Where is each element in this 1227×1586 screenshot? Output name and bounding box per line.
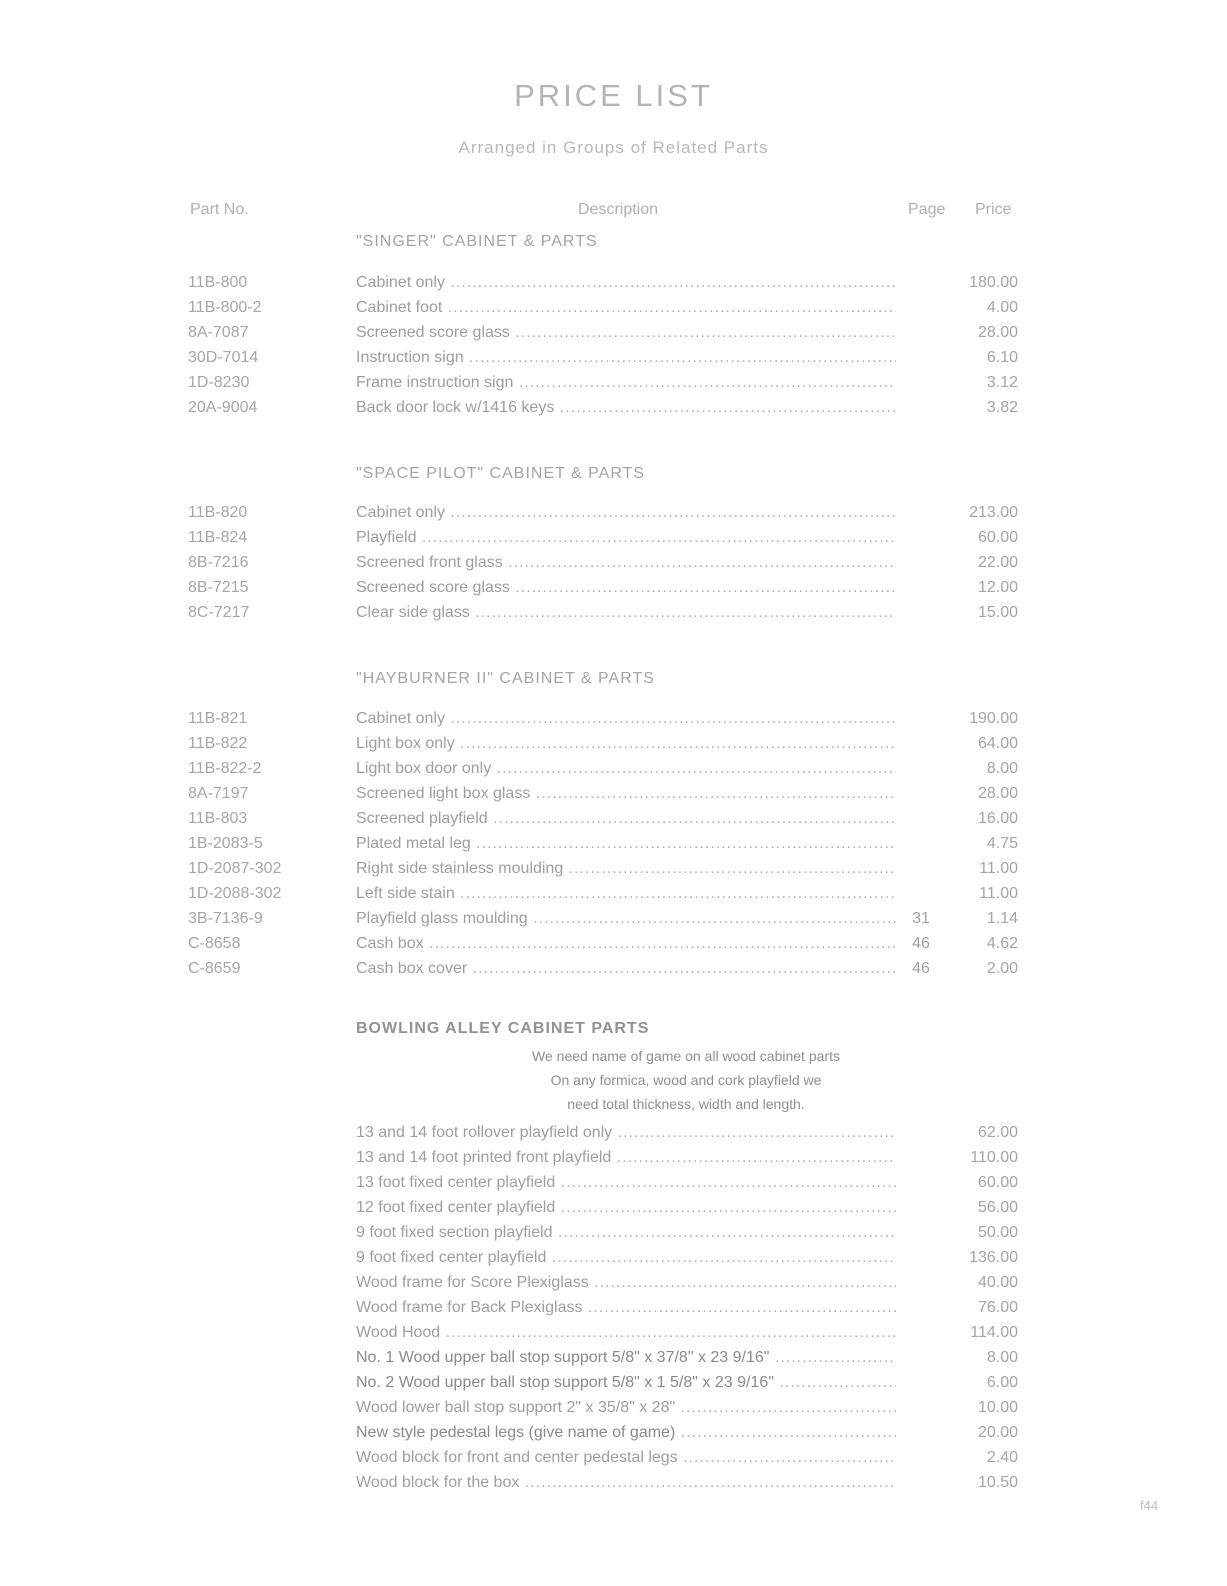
cell-price: 3.82: [986, 399, 1018, 416]
cell-description: 13 and 14 foot printed front playfield .....: [356, 1145, 896, 1170]
cell-part-number: 11B-821: [188, 710, 248, 727]
cell-price: 50.00: [977, 1224, 1018, 1241]
cell-price: 76.00: [977, 1299, 1018, 1316]
cell-description: Plated metal leg .....: [356, 831, 896, 856]
cell-description: Wood block for front and center pedestal legs .....: [356, 1445, 896, 1470]
table-row: [0, 1270, 1227, 1295]
table-row: [0, 781, 1227, 806]
section-note-line: On any formica, wood and cork playfield we: [550, 1072, 822, 1088]
table-row: [0, 550, 1227, 575]
table-row: [0, 600, 1227, 625]
column-header-page: Page: [908, 201, 946, 218]
cell-description: Screened playfield .....: [356, 806, 896, 831]
price-table: [0, 500, 1227, 625]
cell-description: New style pedestal legs (give name of game) .....: [356, 1420, 896, 1445]
cell-price: 4.00: [986, 299, 1018, 316]
table-row: [0, 856, 1227, 881]
cell-description: Clear side glass .....: [356, 600, 896, 625]
cell-part-number: 8B-7215: [188, 579, 249, 596]
cell-part-number: 8B-7216: [188, 554, 249, 571]
cell-description: Cash box .....: [356, 931, 896, 956]
cell-part-number: 3B-7136-9: [188, 910, 263, 927]
cell-part-number: 11B-800-2: [188, 299, 262, 316]
page-title: PRICE LIST: [514, 78, 713, 113]
table-row: [0, 1370, 1227, 1395]
cell-part-number: 11B-822-2: [188, 760, 262, 777]
table-row: [0, 806, 1227, 831]
table-row: [0, 1120, 1227, 1145]
cell-price: 60.00: [977, 1174, 1018, 1191]
cell-part-number: 1D-8230: [188, 374, 250, 391]
section-title: "SINGER" CABINET & PARTS: [356, 233, 598, 250]
table-row: [0, 500, 1227, 525]
section-note: [0, 1044, 1227, 1116]
cell-description: Wood lower ball stop support 2" x 35/8" x 28" .....: [356, 1395, 896, 1420]
cell-description: Wood block for the box .....: [356, 1470, 896, 1495]
cell-price: 2.00: [986, 960, 1018, 977]
table-row: [0, 1420, 1227, 1445]
cell-description: 9 foot fixed center playfield .....: [356, 1245, 896, 1270]
cell-price: 8.00: [986, 760, 1018, 777]
cell-description: Back door lock w/1416 keys .....: [356, 395, 896, 420]
table-row: [0, 295, 1227, 320]
cell-price: 10.50: [977, 1474, 1018, 1491]
table-row: [0, 575, 1227, 600]
cell-part-number: 8C-7217: [188, 604, 250, 621]
table-row: [0, 1470, 1227, 1495]
cell-description: Cabinet only .....: [356, 500, 896, 525]
table-row: [0, 1145, 1227, 1170]
section-title: "HAYBURNER II" CABINET & PARTS: [356, 670, 655, 687]
table-row: [0, 931, 1227, 956]
cell-price: 110.00: [970, 1149, 1018, 1166]
table-row: [0, 1345, 1227, 1370]
cell-description: Wood Hood .....: [356, 1320, 896, 1345]
cell-part-number: 8A-7197: [188, 785, 249, 802]
price-table: [0, 270, 1227, 420]
cell-price: 11.00: [979, 860, 1018, 877]
cell-description: 13 and 14 foot rollover playfield only .....: [356, 1120, 896, 1145]
cell-part-number: 1D-2088-302: [188, 885, 282, 902]
cell-description: Light box only .....: [356, 731, 896, 756]
cell-price: 136.00: [969, 1249, 1018, 1266]
cell-price: 20.00: [977, 1424, 1018, 1441]
cell-description: Wood frame for Score Plexiglass .....: [356, 1270, 896, 1295]
section-title: BOWLING ALLEY CABINET PARTS: [356, 1020, 650, 1037]
cell-price: 56.00: [977, 1199, 1018, 1216]
table-row: [0, 956, 1227, 981]
cell-page-number: 46: [912, 960, 930, 977]
column-header-part: Part No.: [190, 201, 249, 218]
cell-description: Right side stainless moulding .....: [356, 856, 896, 881]
table-row: [0, 1295, 1227, 1320]
table-row: [0, 1395, 1227, 1420]
cell-description: Wood frame for Back Plexiglass .....: [356, 1295, 896, 1320]
cell-price: 62.00: [977, 1124, 1018, 1141]
cell-description: Frame instruction sign .....: [356, 370, 896, 395]
cell-description: 12 foot fixed center playfield .....: [356, 1195, 896, 1220]
price-table: [0, 1120, 1227, 1495]
cell-part-number: 20A-9004: [188, 399, 258, 416]
cell-price: 8.00: [986, 1349, 1018, 1366]
cell-description: Playfield .....: [356, 525, 896, 550]
table-row: [0, 756, 1227, 781]
cell-price: 60.00: [977, 529, 1018, 546]
table-row: [0, 1445, 1227, 1470]
cell-part-number: 11B-824: [188, 529, 248, 546]
table-row: [0, 370, 1227, 395]
table-row: [0, 1170, 1227, 1195]
table-row: [0, 270, 1227, 295]
table-row: [0, 345, 1227, 370]
cell-page-number: 46: [912, 935, 930, 952]
cell-price: 64.00: [977, 735, 1018, 752]
cell-price: 3.12: [986, 374, 1018, 391]
table-row: [0, 525, 1227, 550]
table-row: [0, 1320, 1227, 1345]
cell-price: 2.40: [986, 1449, 1018, 1466]
table-row: [0, 320, 1227, 345]
cell-part-number: C-8659: [188, 960, 241, 977]
table-row: [0, 731, 1227, 756]
cell-part-number: 8A-7087: [188, 324, 249, 341]
cell-price: 180.00: [969, 274, 1018, 291]
cell-part-number: 30D-7014: [188, 349, 259, 366]
page-folio: f44: [1140, 1498, 1159, 1513]
cell-description: No. 2 Wood upper ball stop support 5/8" x 1 5/8" x 23 9/16" .....: [356, 1370, 896, 1395]
table-row: [0, 1195, 1227, 1220]
cell-description: Cabinet foot .....: [356, 295, 896, 320]
cell-price: 6.00: [986, 1374, 1018, 1391]
cell-part-number: 1B-2083-5: [188, 835, 263, 852]
cell-price: 11.00: [979, 885, 1018, 902]
cell-price: 16.00: [977, 810, 1018, 827]
cell-description: Cabinet only .....: [356, 270, 896, 295]
table-row: [0, 706, 1227, 731]
cell-description: Screened front glass .....: [356, 550, 896, 575]
cell-description: No. 1 Wood upper ball stop support 5/8" x 37/8" x 23 9/16" .....: [356, 1345, 896, 1370]
cell-page-number: 31: [912, 910, 930, 927]
cell-part-number: 1D-2087-302: [188, 860, 282, 877]
price-table: [0, 706, 1227, 981]
table-row: [0, 831, 1227, 856]
cell-part-number: 11B-803: [188, 810, 248, 827]
cell-price: 28.00: [977, 324, 1018, 341]
cell-description: Instruction sign .....: [356, 345, 896, 370]
cell-price: 15.00: [977, 604, 1018, 621]
cell-price: 22.00: [977, 554, 1018, 571]
section-note-line: We need name of game on all wood cabinet parts: [532, 1048, 840, 1064]
cell-description: Screened score glass .....: [356, 575, 896, 600]
cell-price: 40.00: [977, 1274, 1018, 1291]
table-row: [0, 1220, 1227, 1245]
cell-description: Left side stain .....: [356, 881, 896, 906]
cell-price: 4.62: [986, 935, 1018, 952]
table-row: [0, 395, 1227, 420]
cell-price: 213.00: [969, 504, 1018, 521]
cell-price: 114.00: [970, 1324, 1018, 1341]
cell-price: 1.14: [986, 910, 1018, 927]
cell-part-number: 11B-820: [188, 504, 248, 521]
cell-price: 6.10: [986, 349, 1018, 366]
section-note-line: need total thickness, width and length.: [567, 1096, 805, 1112]
section-title: "SPACE PILOT" CABINET & PARTS: [356, 465, 646, 482]
cell-description: Screened score glass .....: [356, 320, 896, 345]
table-row: [0, 881, 1227, 906]
column-header-description: Description: [578, 201, 659, 218]
cell-price: 4.75: [986, 835, 1018, 852]
table-row: [0, 906, 1227, 931]
cell-part-number: 11B-822: [188, 735, 248, 752]
cell-part-number: 11B-800: [188, 274, 248, 291]
cell-description: Light box door only .....: [356, 756, 896, 781]
cell-description: 13 foot fixed center playfield .....: [356, 1170, 896, 1195]
cell-price: 10.00: [977, 1399, 1018, 1416]
cell-description: Screened light box glass .....: [356, 781, 896, 806]
table-row: [0, 1245, 1227, 1270]
cell-part-number: C-8658: [188, 935, 241, 952]
cell-description: 9 foot fixed section playfield .....: [356, 1220, 896, 1245]
cell-description: Cabinet only .....: [356, 706, 896, 731]
column-header-price: Price: [975, 201, 1012, 218]
cell-description: Cash box cover .....: [356, 956, 896, 981]
cell-price: 28.00: [977, 785, 1018, 802]
cell-description: Playfield glass moulding .....: [356, 906, 896, 931]
cell-price: 12.00: [977, 579, 1018, 596]
page-subtitle: Arranged in Groups of Related Parts: [458, 138, 769, 157]
cell-price: 190.00: [969, 710, 1018, 727]
